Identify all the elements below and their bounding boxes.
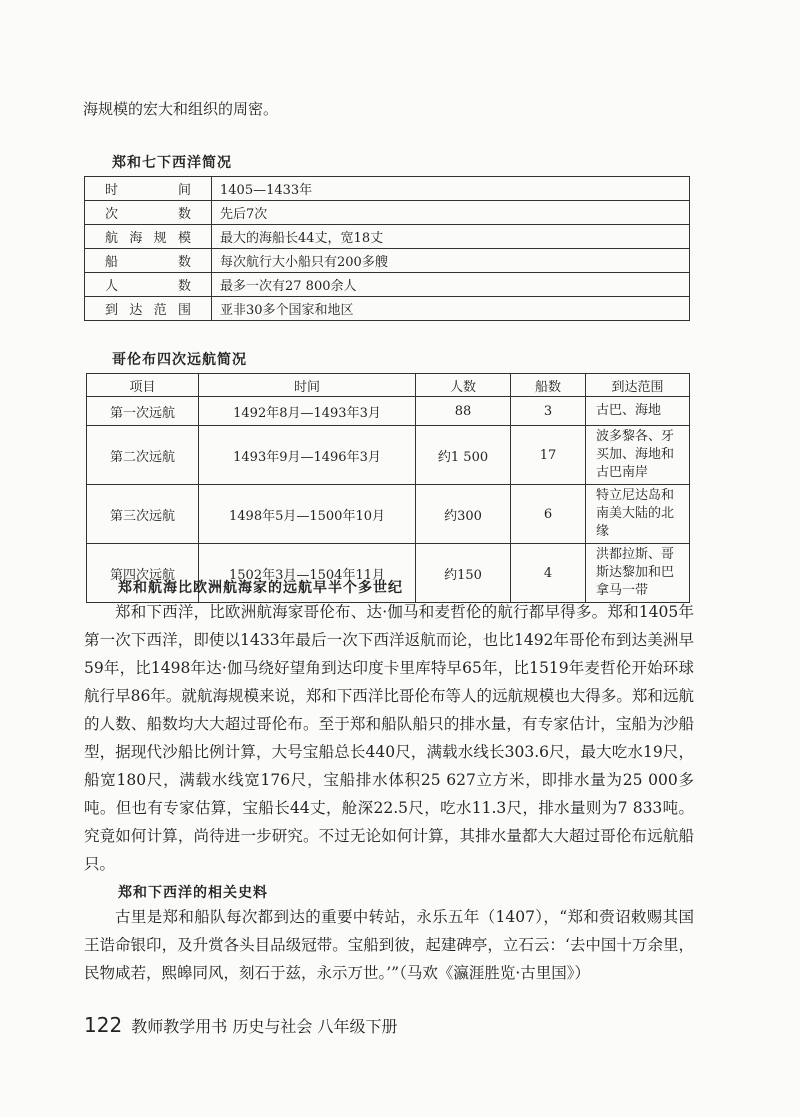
row-key: 时间 (85, 177, 212, 201)
table1-title: 郑和七下西洋简况 (112, 155, 232, 171)
section1-title: 郑和航海比欧洲航海家的远航早半个多世纪 (118, 580, 403, 596)
cell-ships: 6 (511, 485, 586, 544)
table-header-row (87, 374, 690, 397)
cell-time: 1492年8月—1493年3月 (199, 397, 416, 426)
table-row (85, 201, 690, 225)
row-value: 1405—1433年 (212, 177, 690, 201)
table-row (87, 426, 690, 485)
section1-paragraph: 郑和下西洋，比欧洲航海家哥伦布、达·伽马和麦哲伦的航行都早得多。郑和1405年第一次下西洋，即使以1433年最后一次下西洋返航而论，也比1492年哥伦布到达美洲早59年，比1498年达·伽马绕好望角到达印度卡里库特早65年，比1519年麦哲伦开始环球航行早86年。就航海规模来说，郑和下西洋比哥伦布等人的远航规模也大得多。郑和远航的人数、船数均大大超过哥伦布。至于郑和船队船只的排水量，有专家估计，宝船为沙船型，据现代沙船比例计算，大号宝船总长440尺，满载水线长303.6尺，最大吃水19尺，船宽180尺，满载水线宽176尺，宝船排水体积25 627立方米，即排水量为25 000多吨。但也有专家估算，宝船长44丈，舱深22.5尺，吃水11.3尺，排水量则为7 833吨。究竟如何计算，尚待进一步研究。不过无论如何计算，其排水量都大大超过哥伦布远航船只。 (84, 603, 694, 873)
cell-range: 洪都拉斯、哥斯达黎加和巴拿马一带 (586, 544, 690, 603)
row-key: 航海规模 (85, 225, 212, 249)
cell-item: 第四次远航 (87, 544, 199, 603)
row-key: 船数 (85, 249, 212, 273)
section2-body (84, 903, 694, 987)
row-key: 到达范围 (85, 297, 212, 321)
cell-people: 约1 500 (416, 426, 511, 485)
table-row (85, 177, 690, 201)
cell-time: 1502年3月—1504年11月 (199, 544, 416, 603)
table-row (85, 249, 690, 273)
cell-people: 88 (416, 397, 511, 426)
section2-paragraph: 古里是郑和船队每次都到达的重要中转站，永乐五年（1407），“郑和赍诏敕赐其国王诰命银印，及升赏各头目品级冠带。宝船到彼，起建碑亭，立石云：‘去中国十万余里，民物咸若，熙皞同风，刻石于兹，永示万世。’”（马欢《瀛涯胜览·古里国》） (84, 908, 694, 982)
row-key: 次数 (85, 201, 212, 225)
table-row (85, 225, 690, 249)
table-row (85, 297, 690, 321)
row-key: 人数 (85, 273, 212, 297)
cell-item: 第三次远航 (87, 485, 199, 544)
section1-body (84, 598, 694, 878)
cell-time: 1493年9月—1496年3月 (199, 426, 416, 485)
row-value: 亚非30多个国家和地区 (212, 297, 690, 321)
table-row (87, 397, 690, 426)
cell-ships: 4 (511, 544, 586, 603)
table-row (85, 273, 690, 297)
cell-ships: 17 (511, 426, 586, 485)
intro-line: 海规模的宏大和组织的周密。 (83, 100, 279, 118)
header-time: 时间 (199, 374, 416, 397)
page-footer (84, 1013, 397, 1037)
cell-item: 第二次远航 (87, 426, 199, 485)
section2-title: 郑和下西洋的相关史料 (118, 885, 268, 901)
cell-time: 1498年5月—1500年10月 (199, 485, 416, 544)
cell-range: 古巴、海地 (586, 397, 690, 426)
header-item: 项目 (87, 374, 199, 397)
row-value: 每次航行大小船只有200多艘 (212, 249, 690, 273)
row-value: 最大的海船长44丈，宽18丈 (212, 225, 690, 249)
cell-range: 波多黎各、牙买加、海地和古巴南岸 (586, 426, 690, 485)
zhenghe-voyages-table (84, 176, 690, 321)
header-people: 人数 (416, 374, 511, 397)
cell-range: 特立尼达岛和南美大陆的北缘 (586, 485, 690, 544)
header-range: 到达范围 (586, 374, 690, 397)
page-number: 122 (84, 1013, 123, 1037)
table-row (87, 485, 690, 544)
cell-people: 约300 (416, 485, 511, 544)
row-value: 最多一次有27 800余人 (212, 273, 690, 297)
table2-title: 哥伦布四次远航简况 (112, 352, 247, 368)
cell-ships: 3 (511, 397, 586, 426)
columbus-voyages-table (86, 373, 690, 603)
cell-people: 约150 (416, 544, 511, 603)
book-title: 教师教学用书 历史与社会 八年级下册 (131, 1017, 398, 1036)
row-value: 先后7次 (212, 201, 690, 225)
cell-item: 第一次远航 (87, 397, 199, 426)
header-ships: 船数 (511, 374, 586, 397)
